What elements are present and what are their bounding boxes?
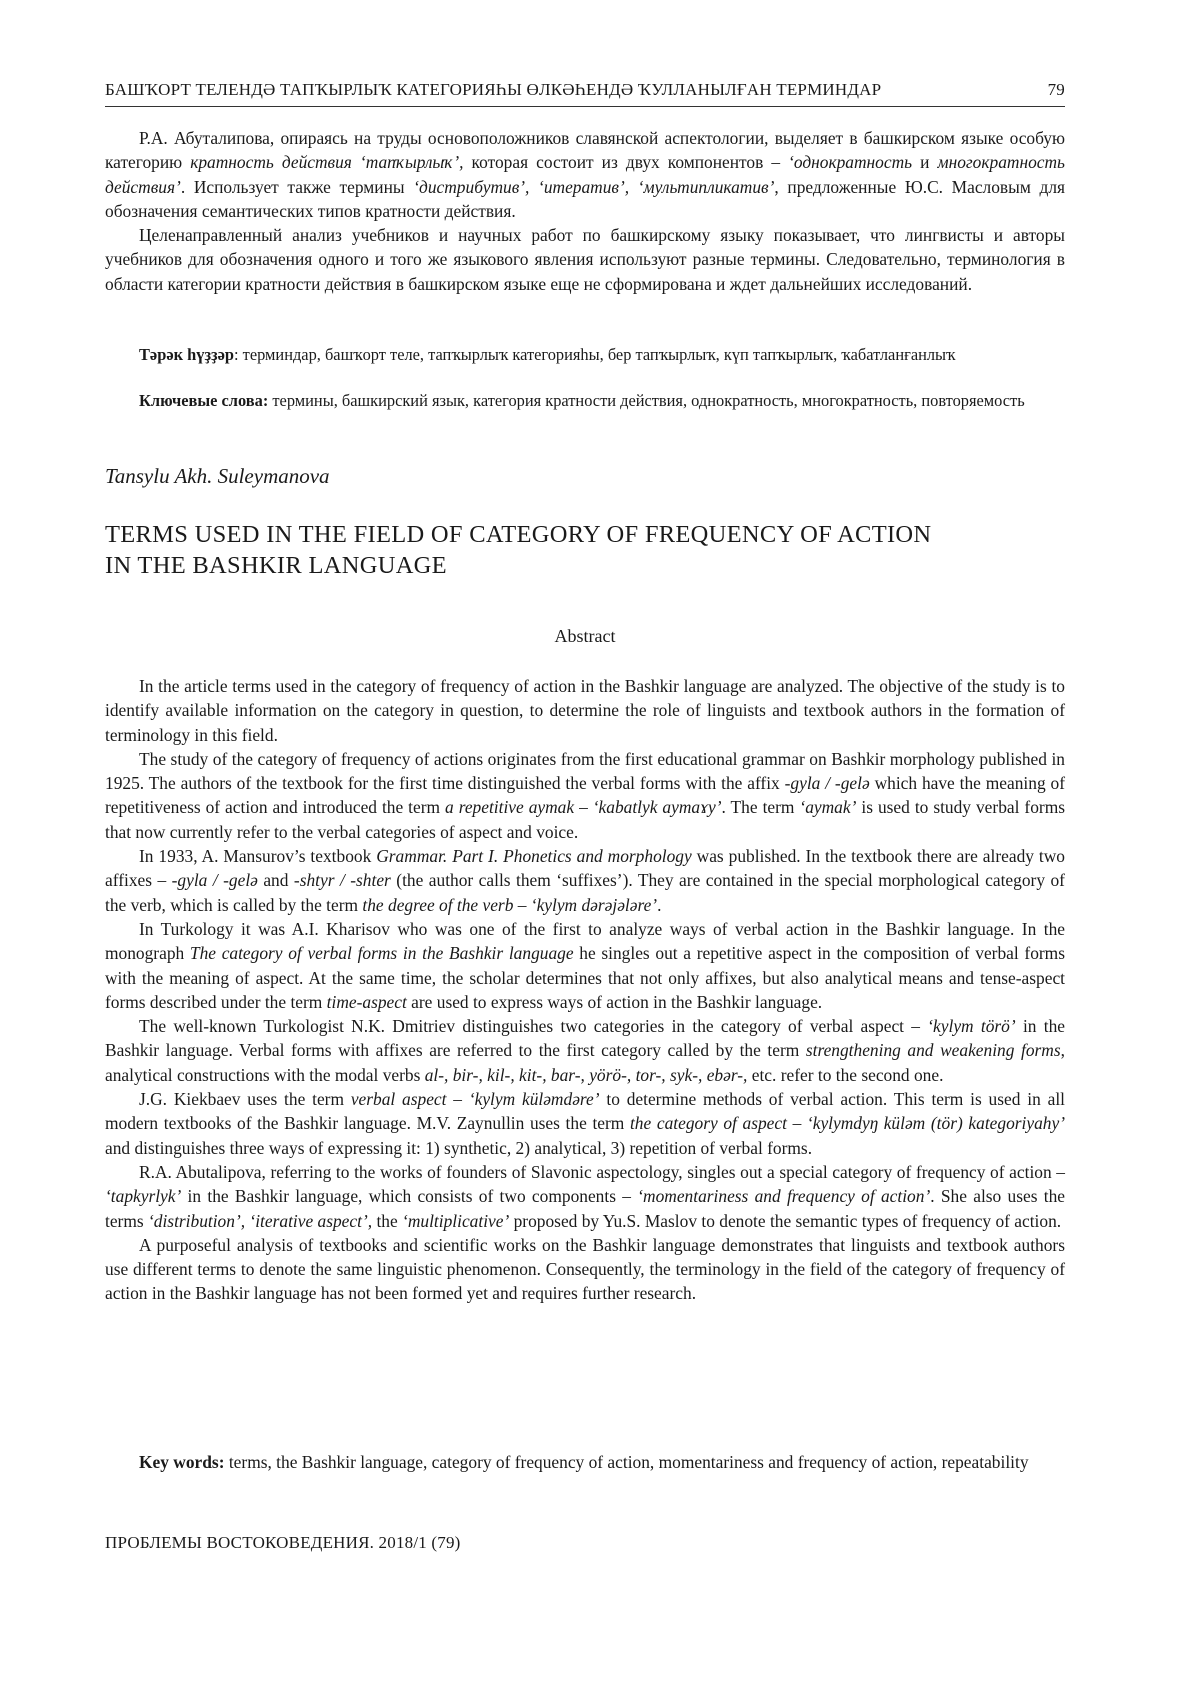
keywords-english <box>105 1450 1065 1474</box>
running-head <box>105 80 1065 107</box>
english-paragraph-1: In the article terms used in the category of frequency of action in the Bashkir language are analyzed. The objective of the study is to identify available information on the category in question, to determine the role of linguists and textbook authors in the formation of terminology in this field. <box>105 676 1065 745</box>
text-run: In 1933, A. Mansurov’s textbook <box>139 846 377 867</box>
keywords-russian-label: Ключевые слова: <box>139 391 269 410</box>
text-run: and <box>257 870 294 891</box>
italic-term: ‘distribution’, ‘iterative aspect’, <box>147 1210 373 1231</box>
italic-term: ‘однократность <box>788 152 913 173</box>
text-run: . <box>657 894 662 915</box>
abstract-heading: Abstract <box>554 626 616 646</box>
text-run: in the Bashkir language, which consists of two components – <box>181 1186 638 1207</box>
italic-term: многократность действия’ <box>105 152 1065 197</box>
keywords-russian-text: термины, башкирский язык, категория кратности действия, однократность, многократность, повторяемость <box>268 391 1025 410</box>
english-paragraph-5 <box>105 1014 1065 1087</box>
italic-term: al-, bir-, kil-, kit-, bar-, yörö-, tor-, syk-, ebər-, <box>424 1064 748 1085</box>
text-run: J.G. Kiekbaev uses the term <box>139 1089 351 1110</box>
text-run: , analytical constructions with the modal verbs <box>105 1040 1065 1085</box>
italic-term: -gyla / -gelə <box>784 773 870 794</box>
italic-term: кратность действия ‘тапҡырлыҡ’, <box>190 152 464 173</box>
journal-footer: ПРОБЛЕМЫ ВОСТОКОВЕДЕНИЯ. 2018/1 (79) <box>105 1533 461 1552</box>
text-run: proposed by Yu.S. Maslov to denote the semantic types of frequency of action. <box>509 1210 1062 1231</box>
italic-term: the category of aspect – ‘kylymdyŋ küləm (tör) kategoriyahy’ <box>629 1113 1065 1134</box>
text-run: in the Bashkir language. Verbal forms with affixes are referred to the first category called by the term <box>105 1016 1066 1061</box>
english-paragraph-6 <box>105 1087 1065 1160</box>
text-run: . The term <box>721 797 800 818</box>
italic-term: ‘aymak’ <box>799 797 857 818</box>
english-paragraph-8: A purposeful analysis of textbooks and scientific works on the Bashkir language demonstrates that linguists and textbook authors use different terms to denote the same linguistic phenomenon. Consequently, the terminology in the field of the category of frequency of action in the Bashkir language has not been formed yet and requires further research. <box>105 1234 1065 1304</box>
title-line-1: TERMS USED IN THE FIELD OF CATEGORY OF FREQUENCY OF ACTION <box>105 521 932 548</box>
text-run: to determine methods of verbal action. This term is used in all modern textbooks of the Bashkir language. M.V. Zaynullin uses the term <box>105 1089 1065 1134</box>
text-run: , предложенные Ю.С. Масловым для обозначения семантических типов кратности действия. <box>105 176 1065 221</box>
italic-term: -shtyr / -shter <box>293 870 391 891</box>
text-run: R.A. Abutalipova, referring to the works of founders of Slavonic aspectology, singles out a special category of frequency of action – <box>139 1161 1065 1182</box>
italic-term: ‘дистрибутив’, ‘итератив’, ‘мультипликатив’ <box>413 176 775 197</box>
text-run: was published. In the textbook there are already two affixes – <box>105 846 1066 891</box>
english-paragraph-7 <box>105 1160 1065 1233</box>
keywords-english-label: Key words: <box>139 1452 225 1472</box>
english-paragraph-2 <box>105 747 1065 844</box>
keywords-bashkir-text: : терминдар, башҡорт теле, тапҡырлыҡ категорияһы, бер тапҡырлыҡ, күп тапҡырлыҡ, ҡабатланғанлыҡ <box>234 345 956 364</box>
text-run: and distinguishes three ways of expressing it: 1) synthetic, 2) analytical, 3) repetition of verbal forms. <box>105 1137 813 1158</box>
italic-term: a repetitive aymak – ‘kabatlyk aymaɤy’ <box>445 797 722 818</box>
keywords-russian <box>105 390 1065 412</box>
english-paragraph-3 <box>105 844 1065 917</box>
page-number: 79 <box>1047 80 1065 99</box>
text-run: etc. refer to the second one. <box>747 1064 944 1085</box>
text-run: Р.А. Абуталипова, опираясь на труды основоположников славянской аспектологии, выделяет в башкирском языке особую категорию <box>105 128 1065 173</box>
keywords-english-text: terms, the Bashkir language, category of frequency of action, momentariness and frequency of action, repeatability <box>224 1452 1029 1472</box>
english-paragraph-4 <box>105 917 1065 1014</box>
italic-term: ‘momentariness and frequency of action’ <box>637 1186 931 1207</box>
text-run: (the author calls them ‘suffixes’). They are contained in the special morphological category of the verb, which is called by the term <box>105 870 1065 915</box>
text-run: which have the meaning of repetitiveness of action and introduced the term <box>105 773 1066 818</box>
text-run: и <box>912 152 938 173</box>
russian-paragraph-2: Целенаправленный анализ учебников и научных работ по башкирскому языку показывает, что лингвисты и авторы учебников для обозначения одного и того же языкового явления используют разные термины. Следовательно, терминология в области категории кратности действия в башкирском языке еще не сформирована и ждет дальнейших исследований. <box>105 225 1065 294</box>
keywords-bashkir-label: Тәрәк һүҙҙәр <box>139 345 235 364</box>
italic-term: strengthening and weakening forms <box>805 1040 1061 1061</box>
text-run: In Turkology it was A.I. Kharisov who was one of the first to analyze ways of verbal action in the Bashkir language. In the monograph <box>105 918 1065 964</box>
italic-term: time-aspect <box>326 991 407 1012</box>
russian-abstract <box>105 126 1065 296</box>
italic-term: The category of verbal forms in the Bashkir language <box>189 943 574 964</box>
italic-term: ‘tapkyrlyk’ <box>105 1186 182 1207</box>
italic-term: ‘kylym törö’ <box>927 1016 1016 1037</box>
text-run: . She also uses the terms <box>105 1186 1065 1231</box>
text-run: are used to express ways of action in the Bashkir language. <box>406 991 823 1012</box>
title-line-2: IN THE BASHKIR LANGUAGE <box>105 552 447 579</box>
italic-term: Grammar. Part I. Phonetics and morphology <box>376 846 692 867</box>
italic-term: ‘multiplicative’ <box>402 1210 510 1231</box>
author-name: Tansylu Akh. Suleymanova <box>105 464 330 488</box>
text-run: The well-known Turkologist N.K. Dmitriev distinguishes two categories in the category of verbal aspect – <box>139 1016 928 1037</box>
english-abstract <box>105 674 1065 1306</box>
running-title: БАШҠОРТ ТЕЛЕНДӘ ТАПҠЫРЛЫҠ КАТЕГОРИЯҺЫ ӨЛКӘҺЕНДӘ ҠУЛЛАНЫЛҒАН ТЕРМИНДАР <box>105 80 882 99</box>
text-run: . Использует также термины <box>180 176 414 197</box>
text-run: the <box>372 1210 403 1231</box>
text-run: которая состоит из двух компонентов – <box>463 152 789 173</box>
text-run: he singles out a repetitive aspect in the composition of verbal forms with the meaning of aspect. At the same time, the scholar determines that not only affixes, but also analytical means and tense-aspect forms described under the term <box>105 943 1065 1012</box>
article-title <box>105 519 1065 581</box>
italic-term: verbal aspect – ‘kylym küləmdəre’ <box>350 1089 600 1110</box>
russian-paragraph-1 <box>105 126 1065 223</box>
keywords-bashkir <box>105 344 1065 366</box>
italic-term: the degree of the verb – ‘kylym dərəjələre’ <box>362 894 658 915</box>
text-run: The study of the category of frequency of actions originates from the first educational grammar on Bashkir morphology published in 1925. The authors of the textbook for the first time distinguished the verbal forms with the affix <box>105 748 1065 794</box>
italic-term: -gyla / -gelə <box>171 870 258 891</box>
text-run: is used to study verbal forms that now currently refer to the verbal categories of aspect and voice. <box>105 797 1065 842</box>
